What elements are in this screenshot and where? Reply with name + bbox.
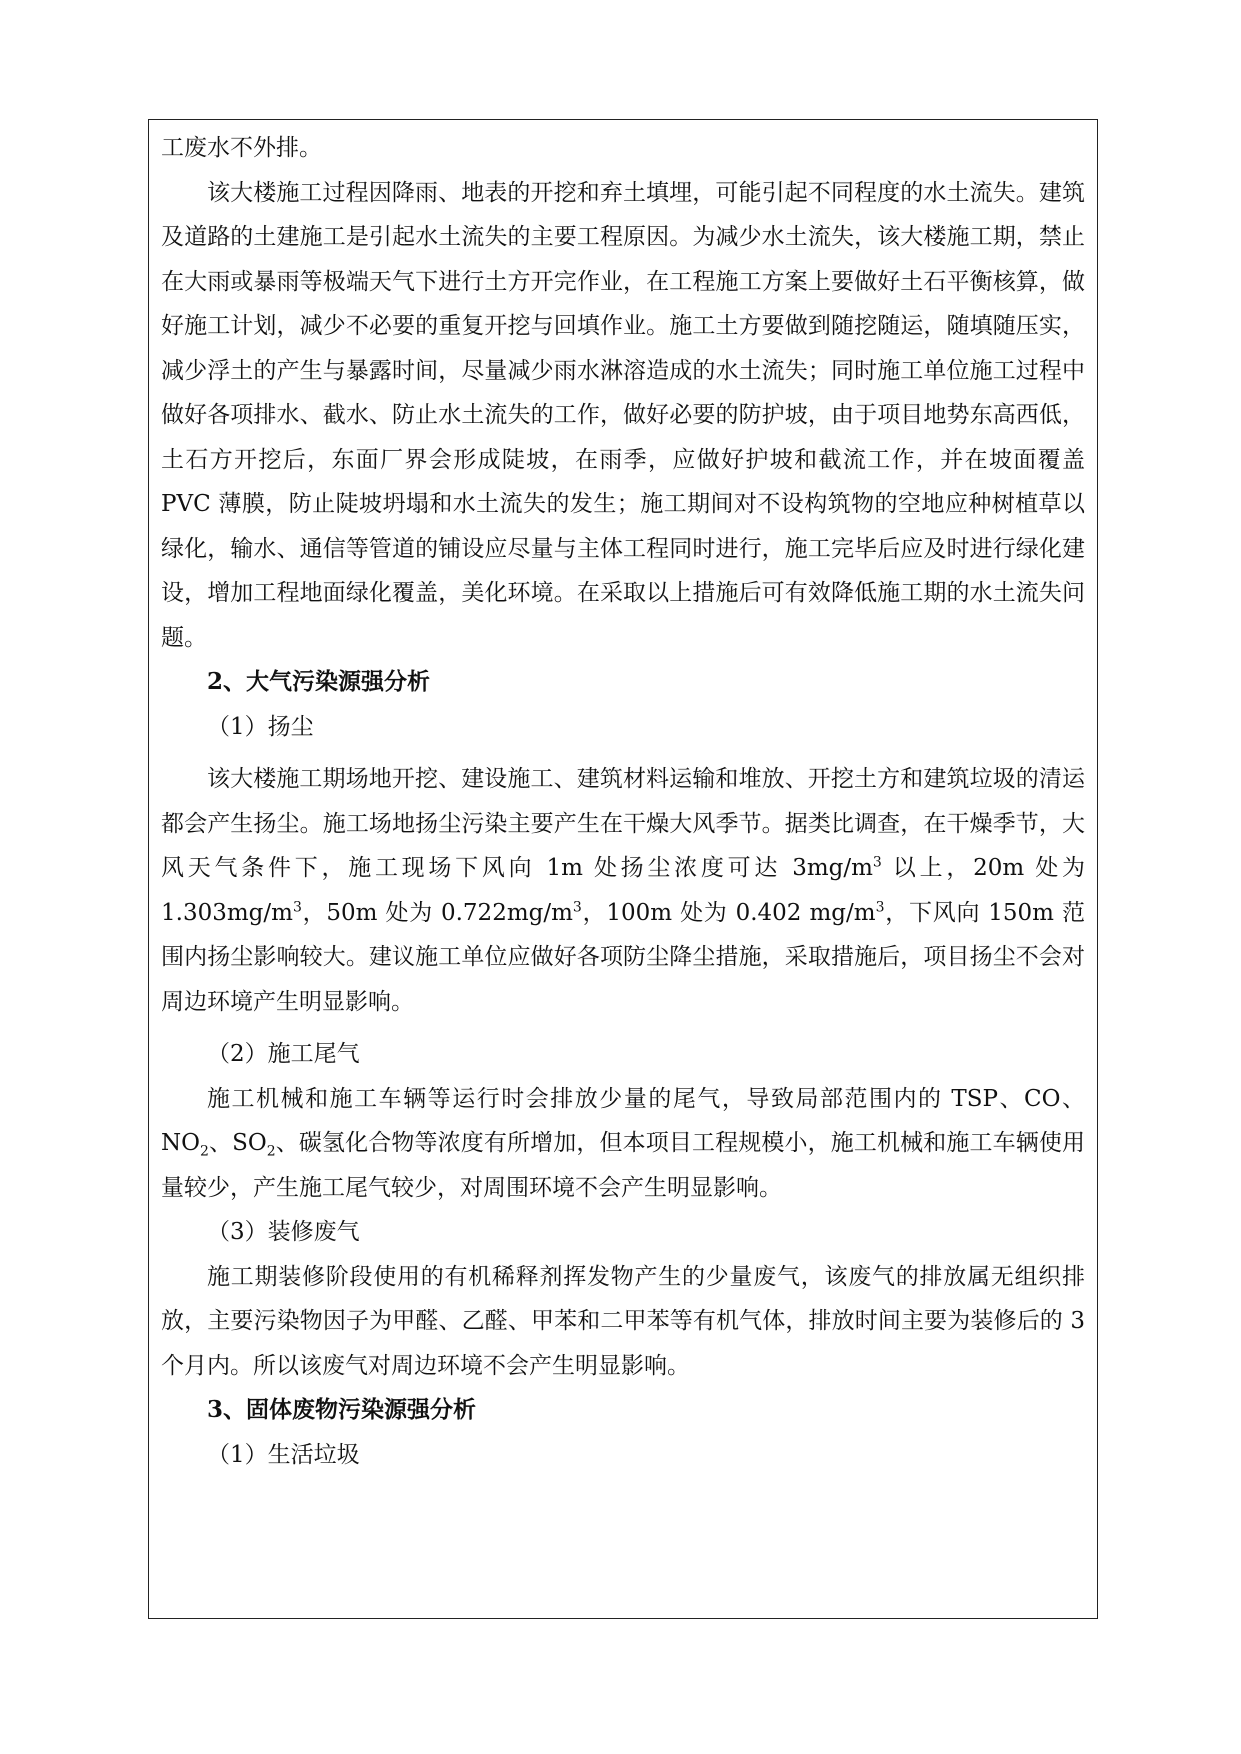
paragraph-dust [161, 757, 1085, 1024]
superscript: 3 [875, 898, 885, 915]
subsection-decoration-gas: （3）装修废气 [207, 1219, 360, 1245]
section-heading-solid-waste: 3、固体废物污染源强分析 [207, 1396, 477, 1423]
text-span: ，下风向 150m 范围内扬尘影响较大。建议施工单位应做好各项防尘降尘措施，采取措施后，项目扬尘不会对周边环境产生明显影响。 [161, 899, 1086, 1015]
superscript: 3 [872, 854, 882, 871]
text-span: ，100m 处为 0.402 mg/m [581, 899, 876, 926]
paragraph-soil-erosion: 该大楼施工过程因降雨、地表的开挖和弃土填埋，可能引起不同程度的水土流失。建筑及道路的土建施工是引起水土流失的主要工程原因。为减少水土流失，该大楼施工期，禁止在大雨或暴雨等极端天气下进行土方开完作业，在工程施工方案上要做好土石平衡核算，做好施工计划，减少不必要的重复开挖与回填作业。施工土方要做到随挖随运，随填随压实，减少浮土的产生与暴露时间，尽量减少雨水淋溶造成的水土流失；同时施工单位施工过程中做好各项排水、截水、防止水土流失的工作，做好必要的防护坡，由于项目地势东高西低，土石方开挖后，东面厂界会形成陡坡，在雨季，应做好护坡和截流工作，并在坡面覆盖 PVC 薄膜，防止陡坡坍塌和水土流失的发生；施工期间对不设构筑物的空地应种树植草以绿化，输水、通信等管道的铺设应尽量与主体工程同时进行，施工完毕后应及时进行绿化建设，增加工程地面绿化覆盖，美化环境。在采取以上措施后可有效降低施工期的水土流失问题。 [161, 179, 1085, 651]
subsection-exhaust: （2）施工尾气 [207, 1041, 360, 1067]
paragraph-exhaust [161, 1077, 1085, 1211]
text-span: ，50m 处为 0.722mg/m [301, 899, 573, 926]
text-span: 、碳氢化合物等浓度有所增加，但本项目工程规模小，施工机械和施工车辆使用量较少，产生施工尾气较少，对周围环境不会产生明显影响。 [161, 1130, 1085, 1201]
table-cell-frame [148, 119, 1098, 1619]
subsection-dust: （1）扬尘 [207, 713, 314, 740]
document-body [161, 126, 1085, 1477]
text-span: 施工机械和施工车辆等运行时会排放少量的尾气，导致局部范围内的 TSP、CO、NO [161, 1085, 1085, 1156]
subscript: 2 [199, 1143, 209, 1160]
text-span: 、SO [208, 1130, 267, 1156]
paragraph-decoration-gas: 施工期装修阶段使用的有机稀释剂挥发物产生的少量废气，该废气的排放属无组织排放，主要污染物因子为甲醛、乙醛、甲苯和二甲苯等有机气体，排放时间主要为装修后的 3 个月内。所以该废气对周边环境不会产生明显影响。 [161, 1263, 1085, 1379]
text-span: 以上，20m 处为 1.303mg/m [161, 855, 1085, 926]
subsection-domestic-garbage: （1）生活垃圾 [207, 1441, 360, 1468]
text-span: 该大楼施工期场地开挖、建设施工、建筑材料运输和堆放、开挖土方和建筑垃圾的清运都会产生扬尘。施工场地扬尘污染主要产生在干燥大风季节。据类比调查，在干燥季节，大风天气条件下，施工现场下风向 1m 处扬尘浓度可达 3mg/m [161, 766, 1085, 881]
superscript: 3 [292, 898, 302, 915]
superscript: 3 [572, 898, 582, 915]
paragraph-continuation: 工废水不外排。 [161, 135, 322, 161]
section-heading-air-pollution: 2、大气污染源强分析 [207, 668, 431, 695]
subscript: 2 [266, 1143, 276, 1160]
